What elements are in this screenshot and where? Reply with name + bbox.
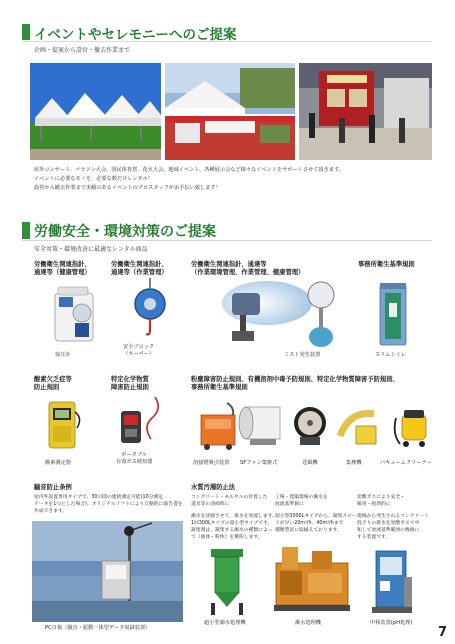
caption-noise-logger: PC日報（騒音・振動一体型データ収録装置） bbox=[45, 625, 151, 631]
section2-title: 労働安全・環境対策のご提案 bbox=[34, 224, 216, 240]
vacuum-cleaner-image bbox=[390, 404, 430, 454]
section1-title: イベントやセレモニーへのご提案 bbox=[34, 27, 237, 43]
section1-subtitle: 企画・提案から設営・撤去作業まで bbox=[34, 47, 131, 54]
page-number: 7 bbox=[437, 625, 447, 640]
noise-logger-photo bbox=[32, 521, 183, 622]
section1-body-line3: 設営から撤去作業まで実績のあるイベントのプロスタッフがお手伝い致します！ bbox=[34, 185, 221, 191]
slim-toilet-image bbox=[377, 281, 409, 351]
blower-image bbox=[292, 405, 328, 451]
sedimentation-unit-image bbox=[205, 545, 255, 621]
caption-sedimentation: 超小型濁水処理機 bbox=[204, 620, 246, 626]
row3-heading-noise: 騒音防止条例 bbox=[34, 484, 72, 491]
row1-heading-health: 労働衛生関連指針、 通達等（健康管理） bbox=[34, 261, 91, 276]
caption-oxygen-meter: 酸素測定器 bbox=[45, 460, 71, 466]
row2-heading-oxygen: 酸素欠乏症等 防止規則 bbox=[34, 376, 72, 391]
caption-mist-generator: ミスト発生装置 bbox=[284, 352, 321, 358]
caption-water-treatment: 濁水処理機 bbox=[295, 620, 321, 626]
gas-detector-image bbox=[115, 393, 165, 452]
section1-accent-bar bbox=[22, 24, 30, 40]
caption-vacuum: バキュームクリーナー bbox=[380, 460, 432, 466]
safety-block-image bbox=[130, 278, 170, 342]
welding-fume-extractor-image bbox=[197, 401, 239, 455]
mist-generator-image bbox=[222, 273, 342, 357]
caption-blower: 送風機 bbox=[302, 460, 318, 466]
caption-slim-toilet: スリムトイレ bbox=[375, 352, 406, 358]
section1-body-line2: イベントに必要なモノを、必要な数だけレンタル！ bbox=[34, 176, 153, 182]
event-photo-tents bbox=[30, 63, 161, 160]
water-treatment-image bbox=[272, 543, 352, 621]
caption-sf-fan: SFファン集塵式 bbox=[240, 460, 278, 466]
caption-neutralizer: 中和装置(pH処理) bbox=[370, 620, 413, 626]
event-photo-exhibition bbox=[299, 63, 432, 160]
row2-heading-chemical: 特定化学物質 障害防止規則 bbox=[111, 376, 149, 391]
section2-accent-bar bbox=[22, 222, 30, 239]
row1-heading-work: 労働衛生関連指針、 通達等（作業管理） bbox=[111, 261, 168, 276]
sf-fan-collector-image bbox=[238, 403, 286, 452]
caption-safety-block: 安全ブロック （キーパー） bbox=[123, 344, 155, 357]
row1-heading-environment: 労働衛生関連指針、通達等 （作業環境管理、作業管理、健康管理） bbox=[191, 261, 305, 276]
oxygen-meter-image bbox=[43, 398, 83, 457]
caption-blood-pressure: 血圧計 bbox=[55, 352, 71, 358]
caption-welding-fume: 溶接煙吸引装置 bbox=[193, 460, 230, 466]
section2-subtitle: 安全対策・環境改善に最適なレンタル商品 bbox=[34, 246, 148, 253]
dust-collector-image bbox=[336, 406, 380, 452]
neutralizer-image bbox=[368, 547, 416, 621]
caption-gas-detector: ポータブル 有毒ガス検知器 bbox=[116, 452, 153, 465]
blood-pressure-monitor-image bbox=[50, 283, 100, 347]
row1-heading-office: 事務所衛生基準規則 bbox=[358, 261, 415, 268]
event-photo-marquee bbox=[165, 63, 295, 160]
row3-heading-water: 水質汚濁防止法 bbox=[191, 484, 236, 491]
section1-body-line1: 屋外コンサート、マラソン大会、国民体育祭、花火大会、地域イベント、各種展示会など様々なイベントをサポートさせて頂きます。 bbox=[34, 167, 344, 173]
row2-heading-dust: 粉塵障害防止規則、有機溶剤中毒予防規則、特定化学物質障害予防規則、 事務所衛生基準規則 bbox=[191, 376, 399, 391]
caption-dust-collector: 集塵機 bbox=[346, 460, 362, 466]
